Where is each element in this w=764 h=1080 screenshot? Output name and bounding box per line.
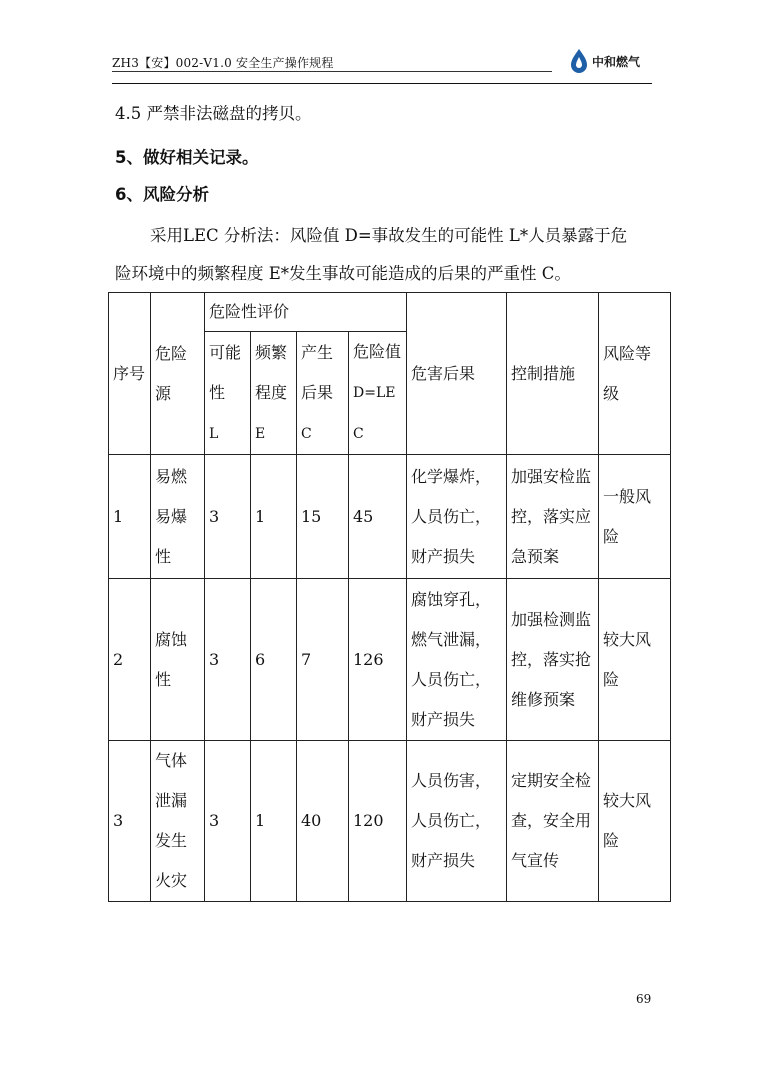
cell-L: 3 bbox=[205, 741, 251, 902]
cell-measures: 定期安全检查，安全用气宣传 bbox=[507, 741, 599, 902]
cell-level: 较大风险 bbox=[599, 579, 671, 741]
header-C bbox=[297, 332, 349, 455]
cell-measures: 加强安检监控，落实应急预案 bbox=[507, 455, 599, 579]
cell-D: 120 bbox=[349, 741, 407, 902]
section-5-heading: 5、做好相关记录。 bbox=[115, 148, 259, 167]
header-measures: 控制措施 bbox=[507, 293, 599, 455]
cell-consequence: 化学爆炸，人员伤亡，财产损失 bbox=[407, 455, 507, 579]
header-E bbox=[251, 332, 297, 455]
table-row bbox=[109, 741, 671, 902]
header-source: 危险源 bbox=[151, 293, 205, 455]
company-name: 中和燃气 bbox=[592, 54, 641, 69]
company-logo bbox=[568, 48, 640, 74]
cell-E: 6 bbox=[251, 579, 297, 741]
item-4-5: 4.5 严禁非法磁盘的拷贝。 bbox=[115, 104, 312, 123]
cell-E: 1 bbox=[251, 741, 297, 902]
cell-source: 气体泄漏发生火灾 bbox=[151, 741, 205, 902]
cell-no: 3 bbox=[109, 741, 151, 902]
cell-source: 易燃易爆性 bbox=[151, 455, 205, 579]
cell-consequence: 腐蚀穿孔，燃气泄漏，人员伤亡，财产损失 bbox=[407, 579, 507, 741]
table-row bbox=[109, 579, 671, 741]
cell-D: 126 bbox=[349, 579, 407, 741]
header-E-label: 频繁程度 bbox=[255, 342, 288, 402]
header-D bbox=[349, 332, 407, 455]
intro-line-1: 采用LEC 分析法：风险值 D=事故发生的可能性 L*人员暴露于危 bbox=[150, 226, 628, 245]
page-header bbox=[112, 48, 652, 84]
cell-D: 45 bbox=[349, 455, 407, 579]
header-C-sym: C bbox=[301, 425, 312, 442]
header-L bbox=[205, 332, 251, 455]
header-L-label: 可能性 bbox=[209, 342, 242, 402]
cell-C: 15 bbox=[297, 455, 349, 579]
header-C-label: 产生后果 bbox=[301, 342, 334, 402]
header-E-sym: E bbox=[255, 425, 266, 442]
flame-drop-icon bbox=[568, 48, 590, 74]
header-eval-group: 危险性评价 bbox=[205, 293, 407, 332]
header-rule bbox=[112, 83, 652, 84]
header-underline bbox=[112, 71, 552, 72]
header-L-sym: L bbox=[209, 425, 219, 442]
header-level: 风险等级 bbox=[599, 293, 671, 455]
cell-L: 3 bbox=[205, 579, 251, 741]
cell-source: 腐蚀性 bbox=[151, 579, 205, 741]
header-no: 序号 bbox=[109, 293, 151, 455]
cell-L: 3 bbox=[205, 455, 251, 579]
header-D-label: 危险值 bbox=[353, 342, 402, 361]
header-D-sym: D=LEC bbox=[353, 385, 396, 442]
risk-table bbox=[108, 292, 671, 902]
cell-consequence: 人员伤害，人员伤亡，财产损失 bbox=[407, 741, 507, 902]
page-number: 69 bbox=[636, 992, 652, 1006]
section-6-heading: 6、风险分析 bbox=[115, 185, 209, 204]
cell-no: 1 bbox=[109, 455, 151, 579]
cell-measures: 加强检测监控，落实抢维修预案 bbox=[507, 579, 599, 741]
doc-code: ZH3【安】002-V1.0 安全生产操作规程 bbox=[112, 56, 334, 70]
intro-line-2: 险环境中的频繁程度 E*发生事故可能造成的后果的严重性 C。 bbox=[115, 264, 571, 283]
table-header-row bbox=[109, 293, 671, 332]
table-row bbox=[109, 455, 671, 579]
cell-C: 40 bbox=[297, 741, 349, 902]
cell-no: 2 bbox=[109, 579, 151, 741]
cell-level: 一般风险 bbox=[599, 455, 671, 579]
cell-C: 7 bbox=[297, 579, 349, 741]
cell-E: 1 bbox=[251, 455, 297, 579]
cell-level: 较大风险 bbox=[599, 741, 671, 902]
header-consequence: 危害后果 bbox=[407, 293, 507, 455]
